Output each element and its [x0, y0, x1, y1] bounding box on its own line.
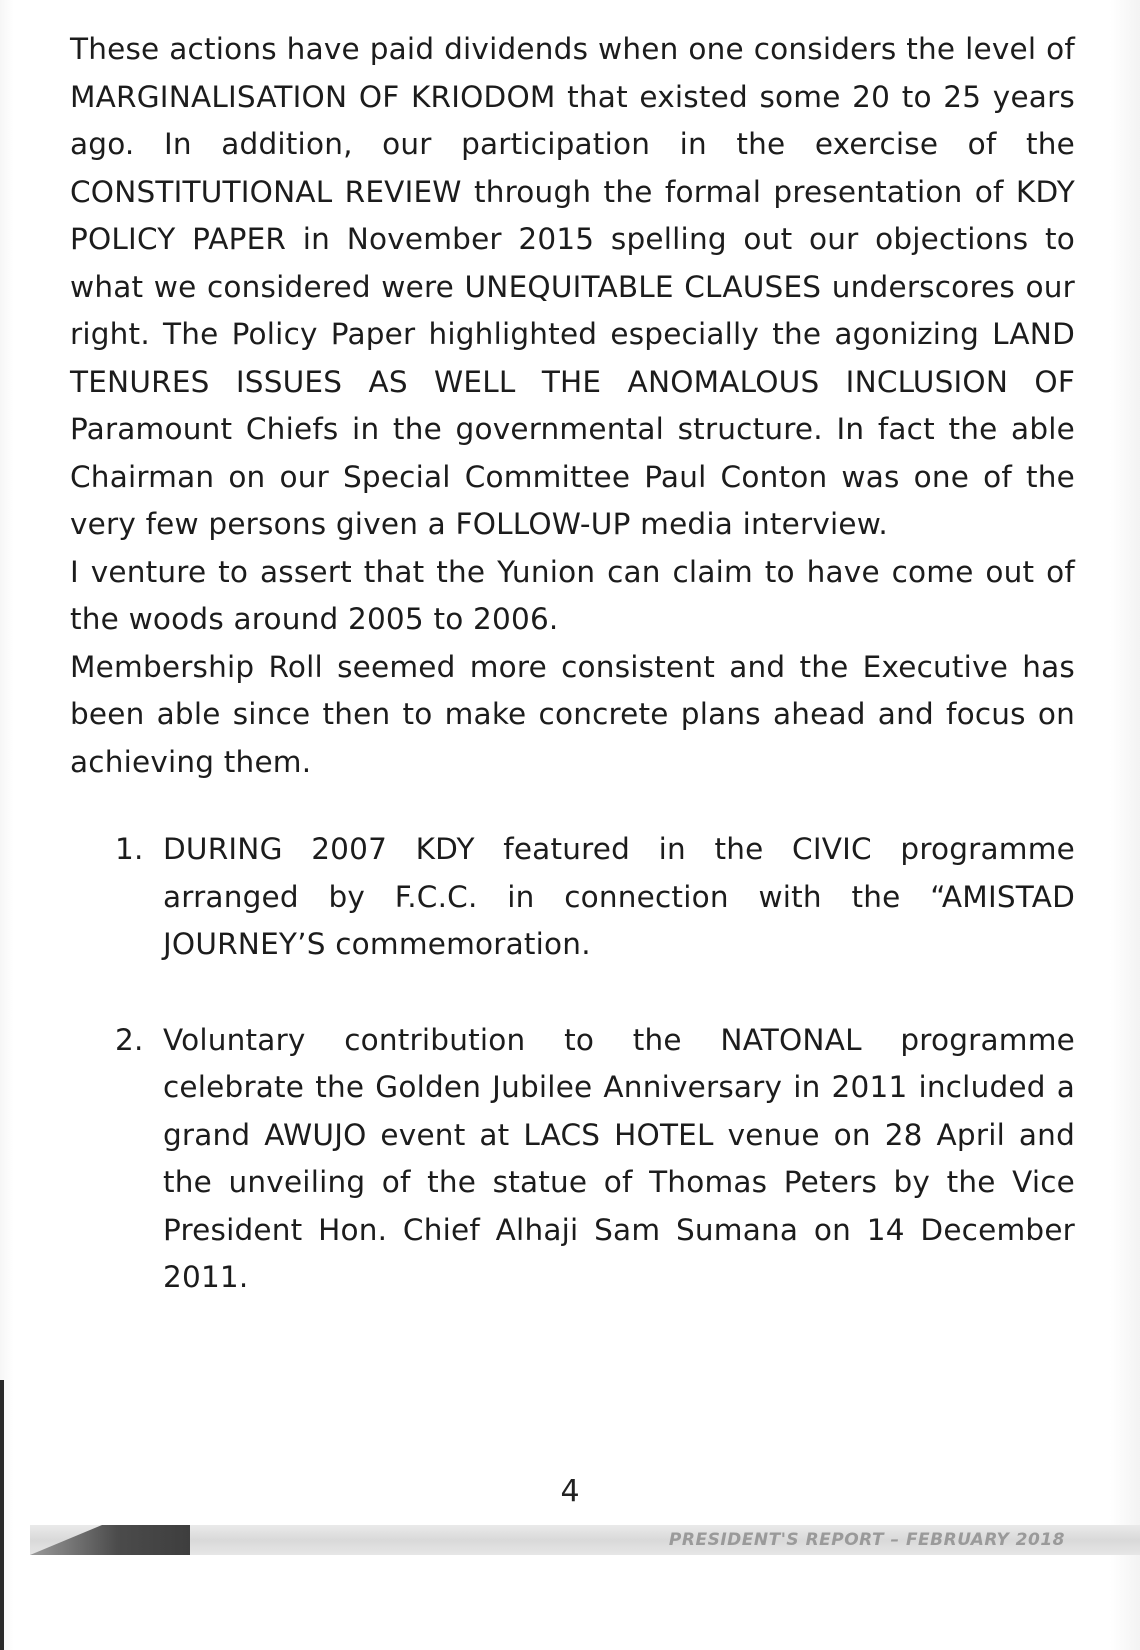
- paragraph-marginalisation: These actions have paid dividends when one considers the level of MARGINALISATION OF KRIODOM that existed some 20 to 25 years ago. In addition, our participation in the exercise of the CONSTITUTIONAL REVIEW through the formal presentation of KDY POLICY PAPER in November 2015 spelling out our objections to what we considered were UNEQUITABLE CLAUSES underscores our right. The Policy Paper highlighted especially the agonizing LAND TENURES ISSUES AS WELL THE ANOMALOUS INCLUSION OF Paramount Chiefs in the governmental structure. In fact the able Chairman on our Special Committee Paul Conton was one of the very few persons given a FOLLOW-UP media interview.: [70, 32, 1075, 541]
- list-item: [70, 1017, 1075, 1302]
- page-number: 4: [560, 1474, 580, 1509]
- paragraph-membership-roll: Membership Roll seemed more consistent and the Executive has been able since then to make concrete plans ahead and focus on achieving them.: [70, 649, 1075, 779]
- list-item: [70, 826, 1075, 969]
- numbered-list: [70, 826, 1075, 1302]
- list-item-text: DURING 2007 KDY featured in the CIVIC programme arranged by F.C.C. in connection with the “AMISTAD JOURNEY’S commemoration.: [163, 832, 1075, 961]
- page-edge-shadow: [0, 1380, 4, 1650]
- list-item-text: Voluntary contribution to the NATONAL programme celebrate the Golden Jubilee Anniversary in 2011 included a grand AWUJO event at LACS HOTEL venue on 28 April and the unveiling of the statue of Thomas Peters by the Vice President Hon. Chief Alhaji Sam Sumana on 14 December 2011.: [163, 1022, 1075, 1294]
- list-item-number: 1.: [115, 832, 144, 866]
- page-body: [70, 26, 1075, 1302]
- paragraph-out-of-woods: I venture to assert that the Yunion can claim to have come out of the woods around 2005 to 2006.: [70, 554, 1075, 636]
- list-item-number: 2.: [115, 1022, 144, 1057]
- footer-running-title: PRESIDENT'S REPORT – FEBRUARY 2018: [668, 1530, 1065, 1550]
